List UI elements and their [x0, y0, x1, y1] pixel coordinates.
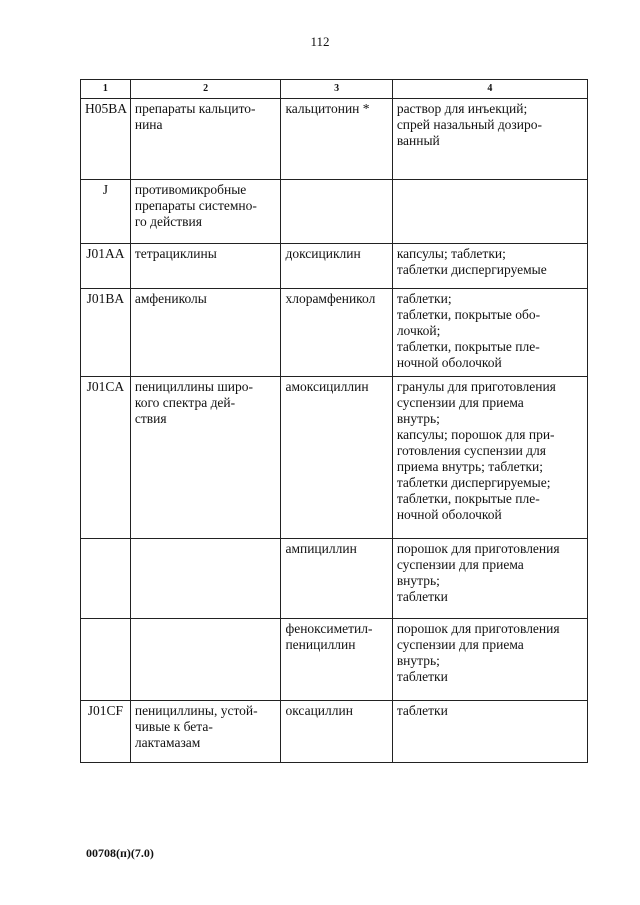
drug-cell — [281, 244, 392, 289]
table-row — [81, 377, 588, 539]
form-line: капсулы; порошок для при- — [396, 427, 555, 442]
form-line: таблетки; — [396, 291, 452, 306]
atc-code-cell: J01AA — [81, 244, 131, 289]
group-line: ствия — [134, 411, 167, 426]
form-line: капсулы; таблетки; — [396, 246, 506, 261]
group-line: пенициллины, устой- — [134, 703, 258, 718]
group-line: амфениколы — [134, 291, 207, 306]
group-cell — [130, 244, 281, 289]
form-line: лочкой; — [396, 323, 441, 338]
form-line: таблетки — [396, 589, 448, 604]
group-line: препараты системно- — [134, 198, 257, 213]
forms-cell — [392, 244, 587, 289]
drug-line: ампициллин — [285, 541, 357, 556]
form-line: гранулы для приготовления — [396, 379, 556, 394]
form-line: ванный — [396, 133, 440, 148]
group-line: тетрациклины — [134, 246, 217, 261]
form-line: таблетки, покрытые пле- — [396, 339, 540, 354]
form-line: таблетки диспергируемые — [396, 262, 547, 277]
forms-cell — [392, 701, 587, 763]
column-header: 3 — [281, 80, 392, 99]
drug-cell — [281, 377, 392, 539]
group-cell — [130, 701, 281, 763]
form-line: внутрь; — [396, 411, 440, 426]
form-line: ночной оболочкой — [396, 355, 502, 370]
table-row — [81, 701, 588, 763]
group-line: препараты кальцито- — [134, 101, 256, 116]
page-number: 112 — [310, 34, 330, 49]
atc-code-cell: J — [81, 180, 131, 244]
group-cell — [130, 99, 281, 180]
group-line: го действия — [134, 214, 202, 229]
form-line: спрей назальный дозиро- — [396, 117, 542, 132]
forms-cell — [392, 99, 587, 180]
drug-cell — [281, 539, 392, 619]
drug-table — [80, 79, 588, 763]
group-line: пенициллины широ- — [134, 379, 253, 394]
form-line: порошок для приготовления — [396, 621, 560, 636]
form-line: таблетки, покрытые пле- — [396, 491, 540, 506]
column-header: 2 — [130, 80, 281, 99]
atc-code-cell: J01BA — [81, 289, 131, 377]
drug-line: феноксиметил- — [285, 621, 373, 636]
table-row — [81, 180, 588, 244]
table-row — [81, 244, 588, 289]
column-header: 4 — [392, 80, 587, 99]
form-line: суспензии для приема — [396, 395, 524, 410]
group-cell — [130, 289, 281, 377]
drug-cell — [281, 619, 392, 701]
table-header-row — [81, 80, 588, 99]
form-line: раствор для инъекций; — [396, 101, 528, 116]
table-row — [81, 99, 588, 180]
group-line: кого спектра дей- — [134, 395, 236, 410]
table-row — [81, 289, 588, 377]
table-body — [81, 99, 588, 763]
form-line: суспензии для приема — [396, 557, 524, 572]
forms-cell — [392, 539, 587, 619]
forms-cell — [392, 377, 587, 539]
group-cell — [130, 619, 281, 701]
drug-line: оксациллин — [285, 703, 353, 718]
form-line: готовления суспензии для — [396, 443, 546, 458]
form-line: суспензии для приема — [396, 637, 524, 652]
form-line: таблетки — [396, 669, 448, 684]
group-line: чивые к бета- — [134, 719, 213, 734]
drug-cell — [281, 289, 392, 377]
column-header: 1 — [81, 80, 131, 99]
drug-line: амоксициллин — [285, 379, 369, 394]
forms-cell — [392, 180, 587, 244]
group-cell — [130, 180, 281, 244]
group-line: лактамазам — [134, 735, 201, 750]
drug-line: кальцитонин * — [285, 101, 370, 116]
atc-code-cell: H05BA — [81, 99, 131, 180]
group-cell — [130, 377, 281, 539]
atc-code-cell — [81, 619, 131, 701]
drug-cell — [281, 180, 392, 244]
document-code: 00708(п)(7.0) — [86, 846, 154, 860]
group-line: противомикробные — [134, 182, 247, 197]
form-line: ночной оболочкой — [396, 507, 502, 522]
table-row — [81, 539, 588, 619]
forms-cell — [392, 289, 587, 377]
forms-cell — [392, 619, 587, 701]
form-line: внутрь; — [396, 653, 440, 668]
form-line: таблетки — [396, 703, 448, 718]
table-row — [81, 619, 588, 701]
form-line: таблетки, покрытые обо- — [396, 307, 541, 322]
drug-cell — [281, 99, 392, 180]
atc-code-cell — [81, 539, 131, 619]
group-line: нина — [134, 117, 163, 132]
drug-line: пенициллин — [285, 637, 356, 652]
form-line: внутрь; — [396, 573, 440, 588]
drug-cell — [281, 701, 392, 763]
group-cell — [130, 539, 281, 619]
atc-code-cell: J01CF — [81, 701, 131, 763]
drug-line: хлорамфеникол — [285, 291, 376, 306]
drug-line: доксициклин — [285, 246, 361, 261]
atc-code-cell: J01CA — [81, 377, 131, 539]
form-line: таблетки диспергируемые; — [396, 475, 551, 490]
form-line: приема внутрь; таблетки; — [396, 459, 544, 474]
form-line: порошок для приготовления — [396, 541, 560, 556]
